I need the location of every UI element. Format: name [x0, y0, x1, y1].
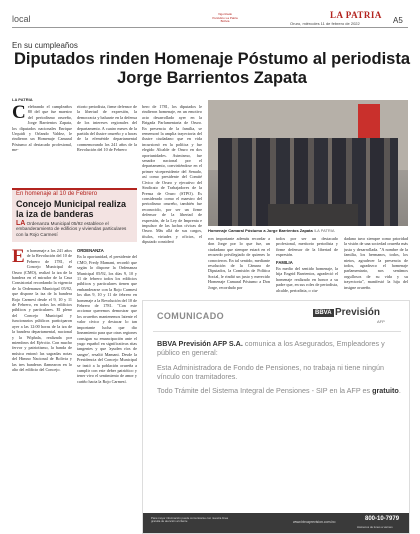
second-col-b: ORDENANZA En la oportunidad, el presidente del CMO, Fredy Mamani, recordó que según lo dispone la Ordenanza Municipal 05/92, los días 9, 10 y 11 de febrero todos los edificios públicos y particulares tienen que embanderarse con la Rojo Carmesí los días 9, 10 y 11 de febrero en homenaje a la Revolución del 10 de Febrero de 1781. "Con este accionar queremos demostrar que los orureños mantenemos latente el valor cívico y destacar lo tan importante lucha que dio lineamiento para que otras regiones consigan su emancipación ante el yugo español en significativas ritas tangentes y que 'ayuden ríos de sangre', resaltó Mamani. Desde la Presidencia del Concejo Municipal se instó a la población orureña a cumplir con este deber patriótico y tener vivo el sentimiento de amor y cariño hacia la Rojo Carmesí. — [77, 248, 137, 384]
ad-logo-bbva: BBVA — [315, 310, 332, 316]
second-kicker: En homenaje al 10 de Febrero — [16, 191, 98, 197]
main-col-2: ritorio periodista, firme defensor de la libertad de expresión, la democracia y baluarte en la defensa de los intereses regionales del departamento. A cuatro meses de la partida del ilustre orureño y a horas de la efeméride departamental conmemorando los 241 años de la Revolución del 10 de Febrero — [77, 104, 137, 153]
main-col-5: todos por ser un destacado profesional, meritorio periodista y firme defensor de la libertad de expresión. FAMILIA En medio del sentido homenaje, la hija Engrid Barrientos, agradeció el homenaje realizado en honor a su padre que, en sus roles de periodista, alcalde, periodista, o ciu- — [276, 236, 338, 293]
second-deck: LA Ordenanza Municipal 05/92 establece el embanderamiento de edificios y viviendas particulares con la Rojo Carmesí — [16, 220, 127, 237]
family-heading: FAMILIA — [276, 259, 293, 265]
second-dropcap: E — [12, 248, 25, 267]
header-rule — [12, 27, 408, 28]
ad-logo — [313, 307, 403, 327]
ad-logo-prevision: Previsión — [335, 307, 381, 318]
main-col-1: C elebrando el cumpleaños 80 del que fue maestro del periodismo orureño, Jorge Barrientos Zapata, los diputados nacionales Enrique Urquidi y Orlando Valdez, le rindieron un Homenaje Camaral Póstumo al destacado profesional, me- — [12, 104, 72, 153]
page-number: A5 — [393, 16, 403, 25]
photo-caption: Homenaje Camaral Póstumo a Jorge Barrientos Zapata /LA PATRIA — [208, 228, 335, 233]
page-header — [0, 0, 420, 38]
dateline: Oruro, miércoles 11 de febrero de 2022 — [290, 21, 360, 26]
main-col-6: dadano tuvo siempre como prioridad la visión de una sociedad orureña más justa y desarrollada. "A nombre de la familia, los hermanos, todos, los nietos, agradecer la presencia de todos, agradezco el homenaje parlamentario, nos sentimos orgullosos de su vida y su trayectoria", manifestó la hija del insigne orureño. — [344, 236, 408, 290]
second-headline: Concejo Municipal realiza la iza de banderas — [16, 199, 127, 219]
ad-line-3: Todo Trámite del Sistema Integral de Pensiones - SIP en la AFP es gratuito. — [157, 386, 401, 395]
main-photo — [208, 100, 408, 226]
section-label: local — [12, 14, 31, 24]
second-col-a: E n homenaje a los 241 años de la Revolución del 10 de Febrero de 1781, el Concejo Municipal de Oruro (CMO), realizó la iza de la bandera en el mirador de la Casa Consistorial recordando la vigencia de la Ordenanza Municipal 05/92, que dispone la iza de la bandera Rojo Carmesí desde el 9, 10 y 11 de Febrero, en todos los edificios públicos y particulares. El pleno del Concejo Municipal y funcionarios públicos participaron ayer a las 12:00 horas de la iza de la bandera departamental, nacional y la Wiphala, realizada por miembros del Ejército. Con mucho fervor y patriotismo, la banda de música entonó las sagradas notas del Himno Nacional de Bolivia y las tres banderas flamearon en lo alto del edificio del Concejo. — [12, 248, 72, 372]
ad-line-1: BBVA Previsión AFP S.A. comunica a los Asegurados, Empleadores y público en general: — [157, 339, 385, 357]
paper-name: LA PATRIA — [330, 10, 382, 20]
ad-logo-afp: AFP — [377, 319, 385, 324]
advertisement — [142, 300, 410, 534]
main-headline: Diputados rinden Homenaje Póstumo al periodista Jorge Barrientos Zapata — [13, 50, 411, 87]
ad-label: COMUNICADO — [157, 311, 224, 321]
main-byline: LA PATRIA — [12, 97, 33, 102]
ad-footer-text: Para mayor información puede comunicarse con nuestra línea gratuita de atención al cliente — [151, 516, 229, 524]
main-col-4: ron importante además recordar a don Jorge por lo que fue, un ciudadano que siempre estará en el recuerdo privilegiado de quienes lo conocieron. En tal sentido, mediante resolución de la Cámara de Diputados, la Comisión de Política Social, le rindió un justo y merecido Homenaje Camaral Póstumo a Don Jorge, recordado por — [208, 236, 270, 290]
ad-footer-url: www.bbvaprevision.com.bo — [293, 520, 336, 524]
ad-divider — [153, 331, 401, 332]
sponsor-logo: Vigorizado Periódico La Patria Bolivia — [212, 12, 238, 23]
main-kicker: En su cumpleaños — [12, 41, 78, 50]
ad-line-2: Esta Administradora de Fondo de Pensiones, no trabaja ni tiene ningún vínculo con tramitadores. — [157, 363, 384, 381]
ad-footer-note: Llámenos de lunes a viernes — [357, 525, 393, 529]
photo-table — [268, 204, 358, 226]
ordenanza-heading: ORDENANZA — [77, 248, 104, 253]
ad-footer-phone: 800-10-7979 — [365, 516, 400, 522]
main-dropcap: C — [12, 104, 26, 123]
ad-footer-bar — [143, 513, 409, 533]
main-col-3: bero de 1781, los diputados le rindieron homenaje, en un emotivo acto desarrollado ayer en la Brigada Parlamentaria de Oruro. En presencia de la familia, se rememoró la amplia trayectoria del ilustre ciudadano que en vida incursionó en la política y fue elegido Alcalde de Oruro en dos oportunidades. Asimismo, fue senador nacional por el departamento, convirtiéndose en el primer vicepresidente del Senado, así como presidente del Comité Cívico de Oruro y ejecutivo del Sindicato de Trabajadores de la Prensa de Oruro (STPO). Es considerado como el maestro del periodismo orureño, también fue reconocido, por ser un firme defensor de la libertad de expresión, de la Ley de Imprenta e impulsor de las luchas cívicas de Oruro. Más allá de sus cargos, títulos, virtudes y oficios, el diputado consideró — [142, 104, 202, 245]
